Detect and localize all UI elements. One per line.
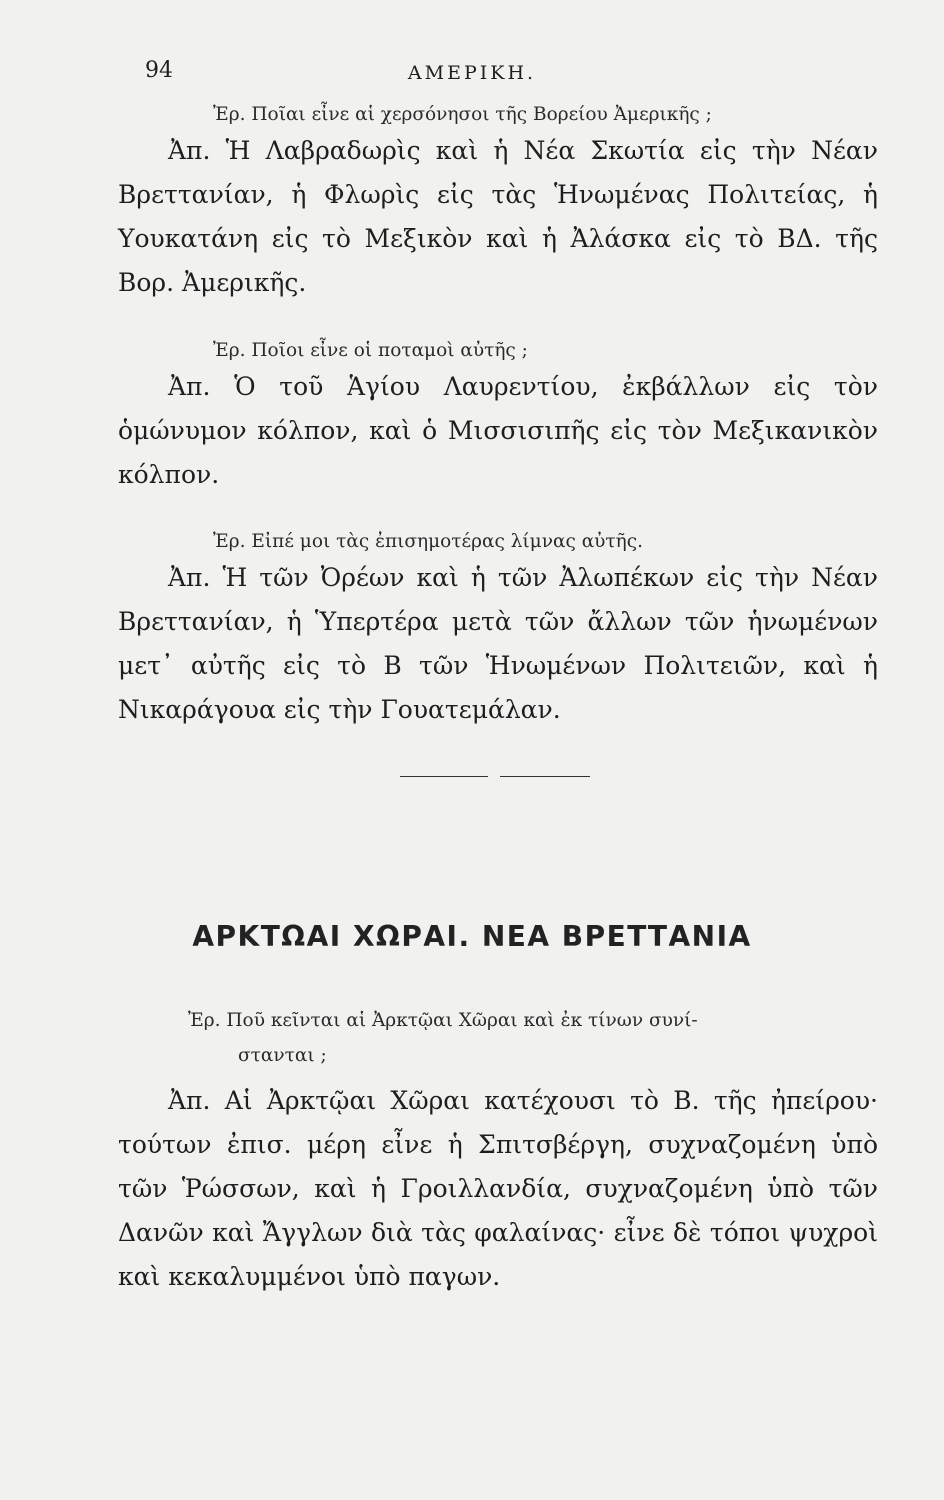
page-number: 94	[145, 58, 173, 83]
question-lakes: Ἐρ. Εἰπέ μοι τὰς ἐπισημοτέρας λίμνας αὐτῆς.	[213, 531, 643, 552]
running-head: ΑΜΕΡΙΚΗ.	[407, 62, 537, 84]
answer-lakes: Ἀπ. Ἡ τῶν Ὀρέων καὶ ἡ τῶν Ἀλωπέκων εἰς τὴν Νέαν Βρεττανίαν, ἡ Ὑπερτέρα μετὰ τῶν ἄλλων τῶν ἡνωμένων μετ᾿ αὐτῆς εἰς τὸ Β τῶν Ἡνωμένων Πολιτειῶν, καὶ ἡ Νικαράγουα εἰς τὴν Γουατεμάλαν.	[118, 563, 878, 724]
question-rivers: Ἐρ. Ποῖοι εἶνε οἱ ποταμοὶ αὐτῆς ;	[213, 340, 528, 361]
qa-block-3	[118, 527, 878, 732]
qa-block-4	[118, 1003, 878, 1299]
answer-peninsulas: Ἀπ. Ἡ Λαβραδωρὶς καὶ ἡ Νέα Σκωτία εἰς τὴν Νέαν Βρεττανίαν, ἡ Φλωρὶς εἰς τὰς Ἡνωμένας Πολιτείας, ἡ Υουκατάνη εἰς τὸ Μεξικὸν καὶ ἡ Ἀλάσκα εἰς τὸ ΒΔ. τῆς Βορ. Ἀμερικῆς.	[118, 136, 878, 297]
section-divider-left	[400, 776, 488, 777]
section-divider-right	[500, 776, 590, 777]
page-header	[0, 58, 944, 88]
section-title: ΑΡΚΤΩΑΙ ΧΩΡΑΙ. ΝΕΑ ΒΡΕΤΤΑΝΙΑ	[192, 920, 752, 953]
question-arctic-lands: Ἐρ. Ποῦ κεῖνται αἱ Ἀρκτῷαι Χῶραι καὶ ἐκ τίνων συνί- στανται ;	[188, 1010, 698, 1066]
question-peninsulas: Ἐρ. Ποῖαι εἶνε αἱ χερσόνησοι τῆς Βορείου Ἀμερικῆς ;	[213, 104, 712, 125]
qa-block-2	[118, 336, 878, 497]
answer-arctic-lands: Ἀπ. Αἱ Ἀρκτῷαι Χῶραι κατέχουσι τὸ Β. τῆς ἠπείρου· τούτων ἐπισ. μέρη εἶνε ἡ Σπιτσβέργη, συχναζομένη ὑπὸ τῶν Ῥώσσων, καὶ ἡ Γροιλλανδία, συχναζομένη ὑπὸ τῶν Δανῶν καὶ Ἄγγλων διὰ τὰς φαλαίνας· εἶνε δὲ τόποι ψυχροὶ καὶ κεκαλυμμένοι ὑπὸ παγων.	[118, 1086, 878, 1291]
qa-block-1	[118, 100, 878, 305]
answer-rivers: Ἀπ. Ὁ τοῦ Ἁγίου Λαυρεντίου, ἐκβάλλων εἰς τὸν ὁμώνυμον κόλπον, καὶ ὁ Μισσισιπῆς εἰς τὸν Μεξικανικὸν κόλπον.	[118, 372, 878, 489]
